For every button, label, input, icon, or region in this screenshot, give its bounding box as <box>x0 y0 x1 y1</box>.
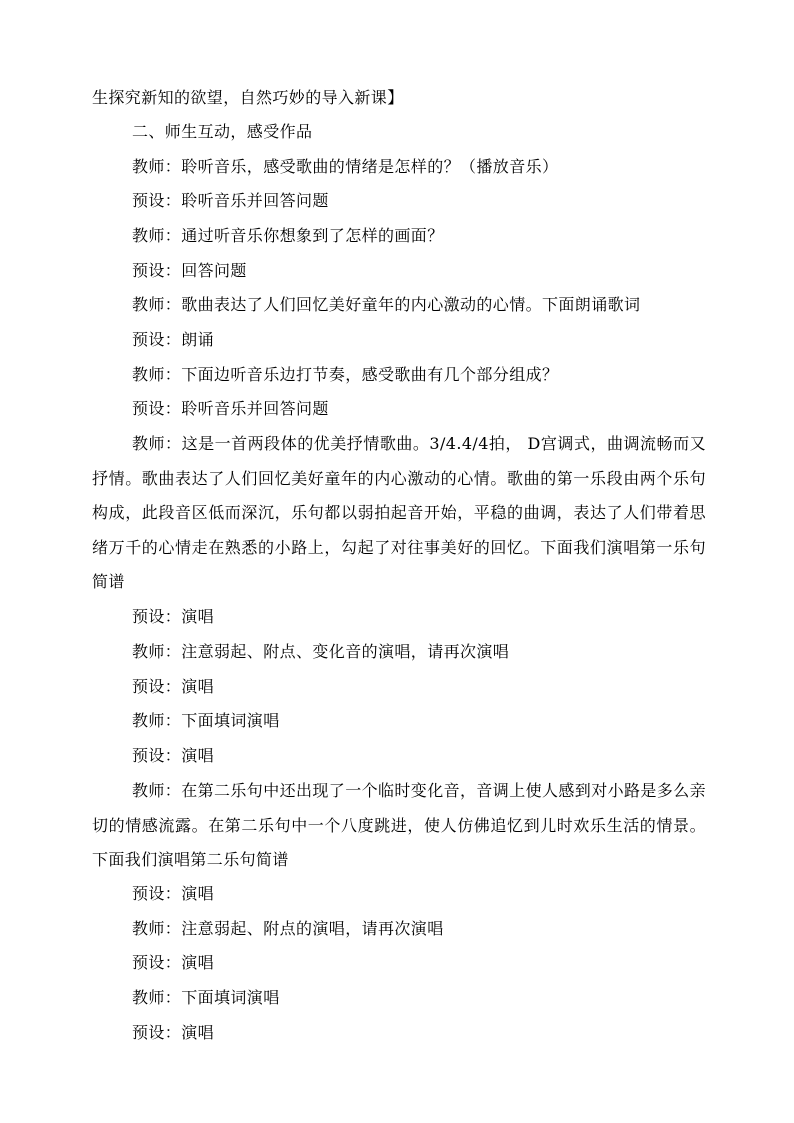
text-line: 预设：聆听音乐并回答问题 <box>132 191 329 210</box>
text-line: 教师：注意弱起、附点、变化音的演唱，请再次演唱 <box>132 642 510 661</box>
text-line: 预设：演唱 <box>132 677 215 696</box>
text-line: 教师：下面填词演唱 <box>132 988 280 1007</box>
text-line: 教师：通过听音乐你想象到了怎样的画面？ <box>132 226 444 245</box>
text-line: 预设：演唱 <box>132 1023 215 1042</box>
paragraph: 教师：这是一首两段体的优美抒情歌曲。3/4.4/4拍， D宫调式，曲调流畅而又抒情。歌曲表达了人们回忆美好童年的内心激动的心情。歌曲的第一乐段由两个乐句构成，此段音区低而深沉，乐句都以弱拍起音开始，平稳的曲调，表达了人们带着思绪万千的心情走在熟悉的小路上，勾起了对往事美好的回忆。下面我们演唱第一乐句简谱 <box>92 434 706 592</box>
text-line: 教师：歌曲表达了人们回忆美好童年的内心激动的心情。下面朗诵歌词 <box>132 295 641 314</box>
text-line: 生探究新知的欲望，自然巧妙的导入新课】 <box>92 88 404 107</box>
text-line: 预设：演唱 <box>132 884 215 903</box>
text-line: 教师：下面边听音乐边打节奏，感受歌曲有几个部分组成？ <box>132 365 559 384</box>
text-line: 预设：演唱 <box>132 607 215 626</box>
text-line: 教师：注意弱起、附点的演唱，请再次演唱 <box>132 919 444 938</box>
text-line: 预设：聆听音乐并回答问题 <box>132 399 329 418</box>
text-line: 预设：演唱 <box>132 746 215 765</box>
text-line: 预设：朗诵 <box>132 330 215 349</box>
text-line: 预设：演唱 <box>132 953 215 972</box>
text-line: 教师：聆听音乐，感受歌曲的情绪是怎样的？（播放音乐） <box>132 157 559 176</box>
text-line: 教师：下面填词演唱 <box>132 711 280 730</box>
text-line: 预设：回答问题 <box>132 261 247 280</box>
paragraph: 教师：在第二乐句中还出现了一个临时变化音，音调上使人感到对小路是多么亲切的情感流露。在第二乐句中一个八度跳进，使人仿佛追忆到儿时欢乐生活的情景。下面我们演唱第二乐句简谱 <box>92 781 707 870</box>
section-heading: 二、师生互动，感受作品 <box>132 122 313 141</box>
